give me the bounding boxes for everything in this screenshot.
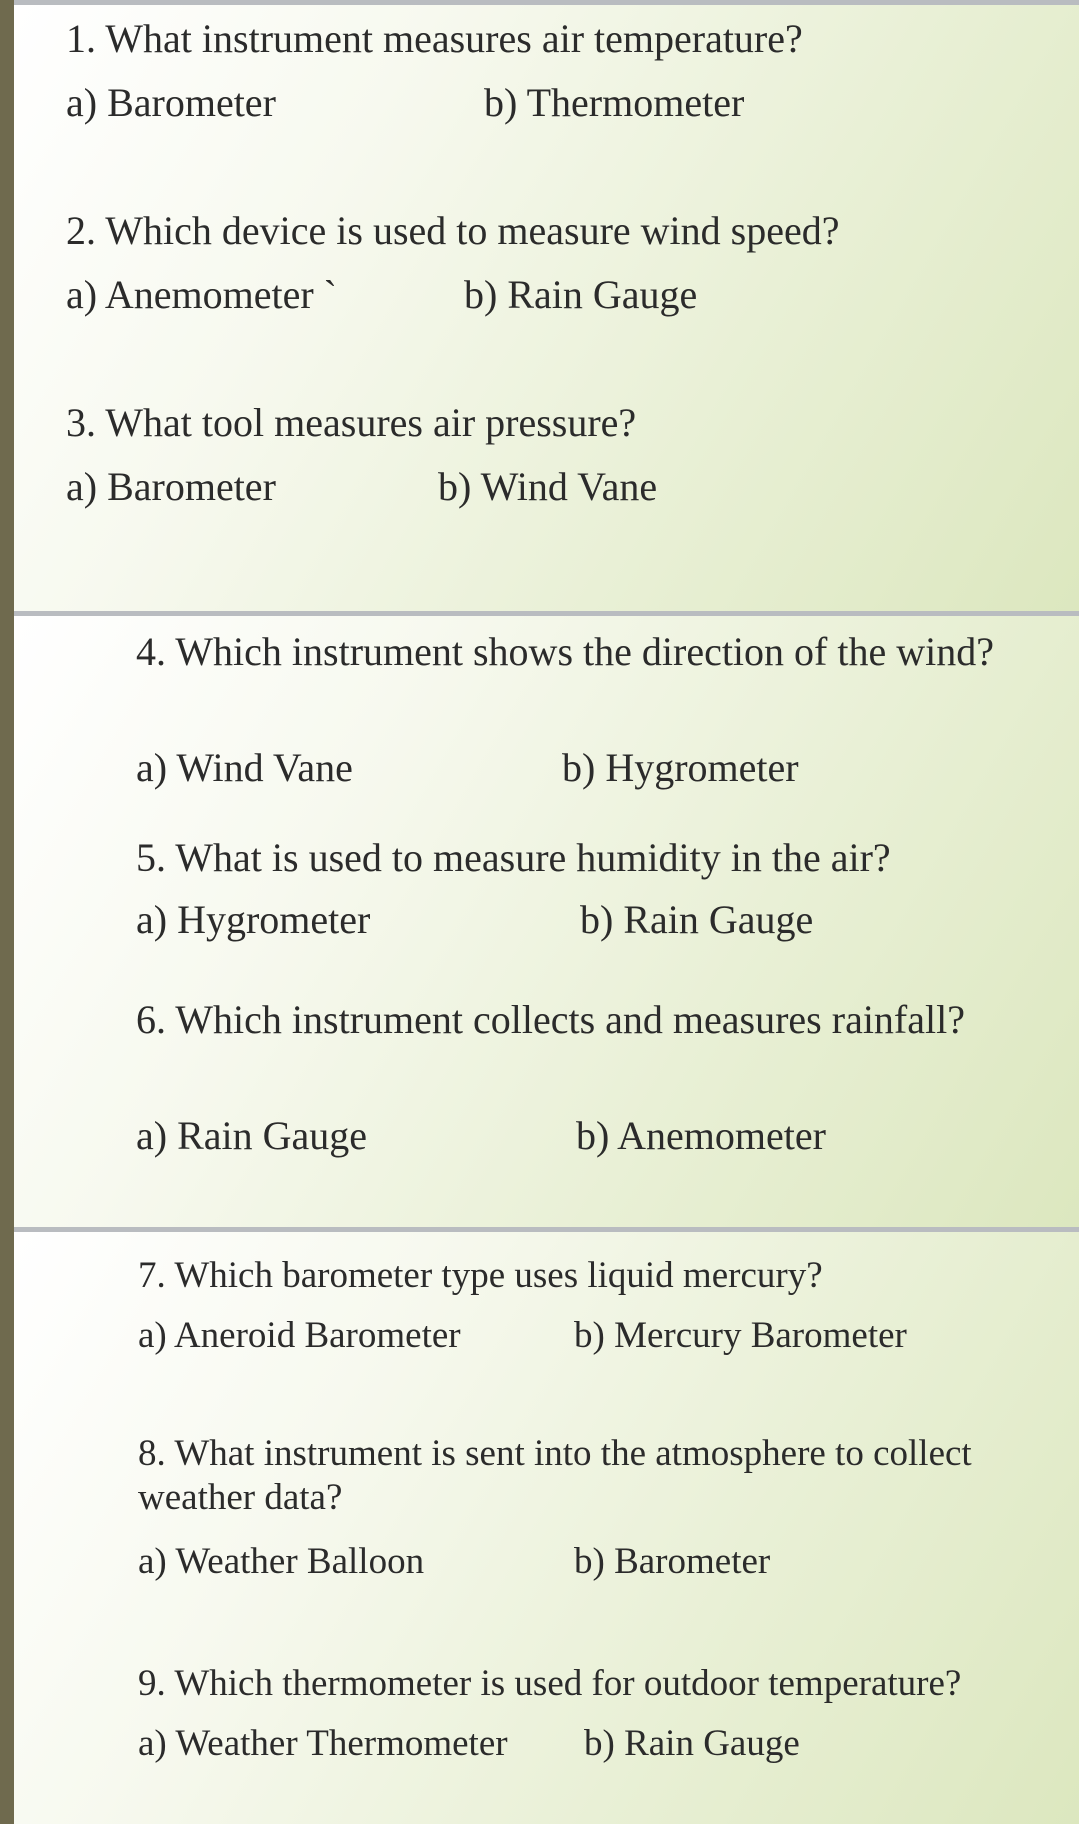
question-2-text: 2. Which device is used to measure wind speed? (66, 208, 840, 253)
question-1-option-a[interactable]: a) Barometer (66, 80, 276, 125)
question-8-text: 8. What instrument is sent into the atmosphere to collect weather data? (138, 1433, 972, 1519)
question-3-option-a[interactable]: a) Barometer (66, 464, 276, 509)
question-5-option-b[interactable]: b) Rain Gauge (580, 897, 814, 942)
quiz-section-3 (14, 1232, 1079, 1824)
question-4-text: 4. Which instrument shows the direction of the wind? (136, 629, 994, 674)
question-9-option-a[interactable]: a) Weather Thermometer (138, 1723, 508, 1764)
question-6-option-b[interactable]: b) Anemometer (576, 1113, 826, 1158)
question-1-option-b[interactable]: b) Thermometer (484, 80, 745, 125)
question-8-option-a[interactable]: a) Weather Balloon (138, 1541, 425, 1582)
question-3-option-b[interactable]: b) Wind Vane (438, 464, 658, 509)
question-6-option-a[interactable]: a) Rain Gauge (136, 1113, 368, 1158)
question-7-option-a[interactable]: a) Aneroid Barometer (138, 1315, 461, 1356)
question-4-option-b[interactable]: b) Hygrometer (562, 745, 799, 790)
question-7-option-b[interactable]: b) Mercury Barometer (574, 1315, 907, 1356)
question-5-text: 5. What is used to measure humidity in the air? (136, 835, 891, 880)
left-accent-bar (0, 0, 14, 1824)
quiz-section-2 (14, 616, 1079, 1232)
question-2-option-b[interactable]: b) Rain Gauge (464, 272, 698, 317)
question-6-text: 6. Which instrument collects and measures rainfall? (136, 997, 965, 1042)
question-9-text: 9. Which thermometer is used for outdoor temperature? (138, 1663, 962, 1704)
question-9-option-b[interactable]: b) Rain Gauge (584, 1723, 800, 1764)
question-5-option-a[interactable]: a) Hygrometer (136, 897, 371, 942)
question-4-option-a[interactable]: a) Wind Vane (136, 745, 353, 790)
question-7-text: 7. Which barometer type uses liquid mercury? (138, 1255, 823, 1296)
quiz-section-1 (14, 0, 1079, 616)
question-3-text: 3. What tool measures air pressure? (66, 400, 637, 445)
question-1-text: 1. What instrument measures air temperature? (66, 16, 803, 61)
question-8-option-b[interactable]: b) Barometer (574, 1541, 771, 1582)
question-2-option-a[interactable]: a) Anemometer ` (66, 272, 337, 317)
